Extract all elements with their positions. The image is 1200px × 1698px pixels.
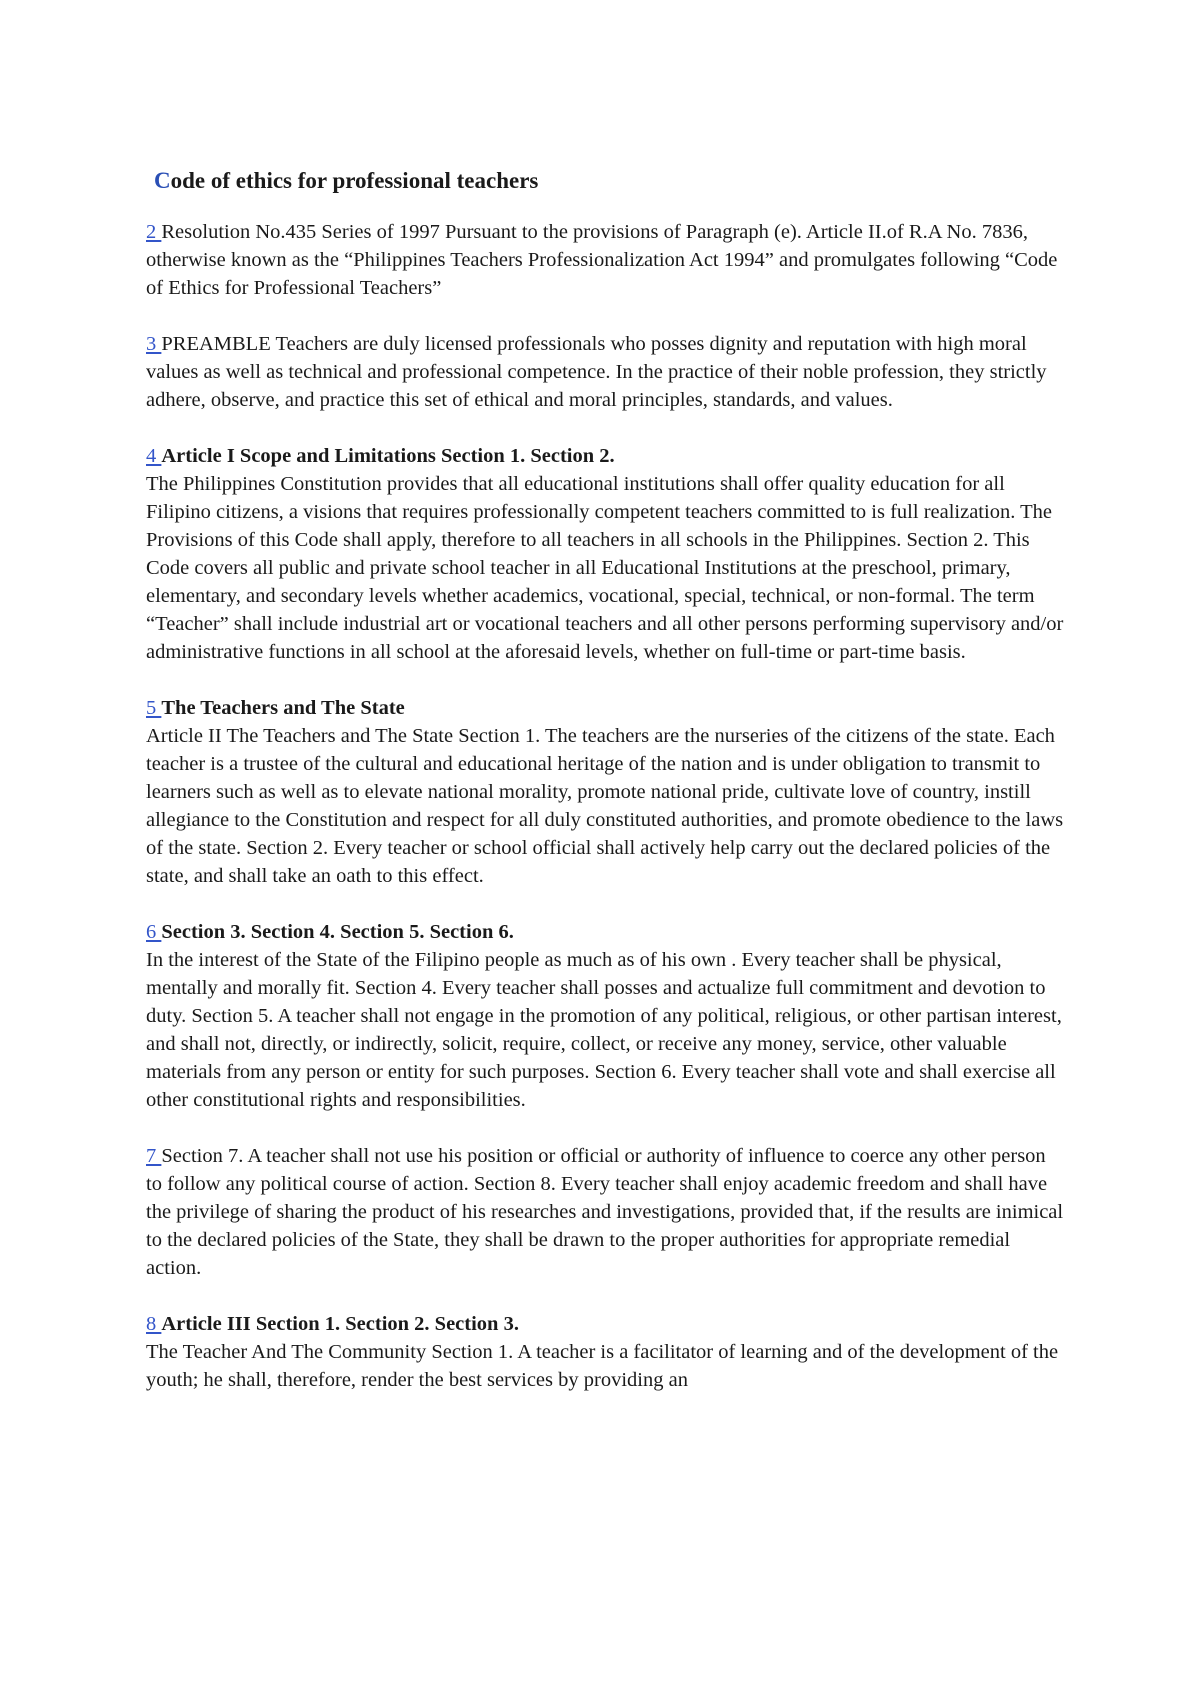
paragraph-3 [146, 330, 1066, 414]
paragraph-4-heading: Article I Scope and Limitations Section 1. Section 2. [161, 445, 615, 467]
page-link-2[interactable]: 2 [146, 221, 162, 243]
paragraph-6 [146, 918, 1066, 1114]
paragraph-7 [146, 1142, 1066, 1282]
page-link-4[interactable]: 4 [146, 445, 162, 467]
paragraph-5-text: Article II The Teachers and The State Section 1. The teachers are the nurseries of the citizens of the state. Each teacher is a trustee of the cultural and educational heritage of the nation and is under obligation to transmit to learners such as well as to elevate national morality, promote national pride, cultivate love of country, instill allegiance to the Constitution and respect for all duly constituted authorities, and promote obedience to the laws of the state. Section 2. Every teacher or school official shall actively help carry out the declared policies of the state, and shall take an oath to this effect. [146, 725, 1064, 887]
paragraph-5 [146, 694, 1066, 890]
paragraph-8 [146, 1310, 1066, 1394]
paragraph-4 [146, 442, 1066, 666]
title-text: ode of ethics for professional teachers [170, 168, 539, 193]
title-initial-letter: C [154, 168, 171, 193]
paragraph-2-text: Resolution No.435 Series of 1997 Pursuant to the provisions of Paragraph (e). Article II.of R.A No. 7836, otherwise known as the “Philippines Teachers Professionalization Act 1994” and promulgates following “Code of Ethics for Professional Teachers” [146, 221, 1058, 299]
page-link-3[interactable]: 3 [146, 333, 162, 355]
page-link-8[interactable]: 8 [146, 1313, 162, 1335]
paragraph-4-text: The Philippines Constitution provides that all educational institutions shall offer quality education for all Filipino citizens, a visions that requires professionally competent teachers committed to is full realization. The Provisions of this Code shall apply, therefore to all teachers in all schools in the Philippines. Section 2. This Code covers all public and private school teacher in all Educational Institutions at the preschool, primary, elementary, and secondary levels whether academics, vocational, special, technical, or non-formal. The term “Teacher” shall include industrial art or vocational teachers and all other persons performing supervisory and/or administrative functions in all school at the aforesaid levels, whether on full-time or part-time basis. [146, 473, 1064, 663]
paragraph-8-text: The Teacher And The Community Section 1. A teacher is a facilitator of learning and of the development of the youth; he shall, therefore, render the best services by providing an [146, 1341, 1059, 1391]
page-link-5[interactable]: 5 [146, 697, 162, 719]
paragraph-8-heading: Article III Section 1. Section 2. Section 3. [161, 1313, 519, 1335]
paragraph-5-heading: The Teachers and The State [161, 697, 405, 719]
page-link-6[interactable]: 6 [146, 921, 162, 943]
document-title [154, 166, 1066, 196]
paragraph-2 [146, 218, 1066, 302]
paragraph-3-text: PREAMBLE Teachers are duly licensed professionals who posses dignity and reputation with high moral values as well as technical and professional competence. In the practice of their noble profession, they strictly adhere, observe, and practice this set of ethical and moral principles, standards, and values. [146, 333, 1047, 411]
paragraph-7-text: Section 7. A teacher shall not use his position or official or authority of influence to coerce any other person to follow any political course of action. Section 8. Every teacher shall enjoy academic freedom and shall have the privilege of sharing the product of his researches and investigations, provided that, if the results are inimical to the declared policies of the State, they shall be drawn to the proper authorities for appropriate remedial action. [146, 1145, 1064, 1279]
paragraph-6-text: In the interest of the State of the Filipino people as much as of his own . Every teacher shall be physical, mentally and morally fit. Section 4. Every teacher shall posses and actualize full commitment and devotion to duty. Section 5. A teacher shall not engage in the promotion of any political, religious, or other partisan interest, and shall not, directly, or indirectly, solicit, require, collect, or receive any money, service, other valuable materials from any person or entity for such purposes. Section 6. Every teacher shall vote and shall exercise all other constitutional rights and responsibilities. [146, 949, 1062, 1111]
document-content [146, 166, 1066, 1422]
page-link-7[interactable]: 7 [146, 1145, 162, 1167]
paragraph-6-heading: Section 3. Section 4. Section 5. Section 6. [161, 921, 514, 943]
